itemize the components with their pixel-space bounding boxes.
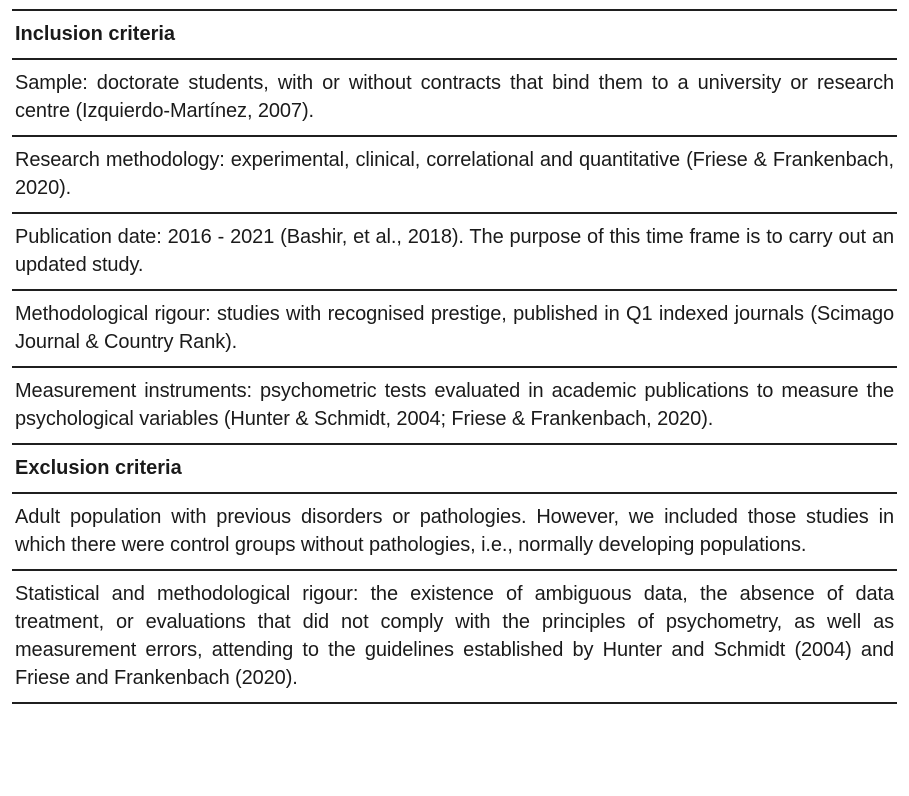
criteria-table — [12, 9, 897, 704]
section-header-inclusion-criteria — [12, 9, 897, 58]
row-text: Methodological rigour: studies with recognised prestige, published in Q1 indexed journals (Scimago Journal & Country Rank). — [15, 303, 894, 353]
section-header-label: Exclusion criteria — [15, 457, 182, 479]
table-row-research-methodology — [12, 135, 897, 212]
row-text: Measurement instruments: psychometric tests evaluated in academic publications to measure the psychological variables (Hunter & Schmidt, 2004; Friese & Frankenbach, 2020). — [15, 380, 894, 430]
table-row-adult-population — [12, 492, 897, 569]
section-header-label: Inclusion criteria — [15, 23, 176, 45]
section-header-exclusion-criteria — [12, 443, 897, 492]
table-row-methodological-rigour — [12, 289, 897, 366]
table-row-sample — [12, 58, 897, 135]
table-row-measurement-instruments — [12, 366, 897, 443]
row-text: Publication date: 2016 - 2021 (Bashir, et al., 2018). The purpose of this time frame is to carry out an updated study. — [15, 226, 894, 276]
row-text: Statistical and methodological rigour: the existence of ambiguous data, the absence of data treatment, or evaluations that did not comply with the principles of psychometry, as well as measurement errors, attending to the guidelines established by Hunter and Schmidt (2004) and Friese and Frankenbach (2020). — [15, 583, 894, 689]
row-text: Adult population with previous disorders or pathologies. However, we included those studies in which there were control groups without pathologies, i.e., normally developing populations. — [15, 506, 894, 556]
row-text: Research methodology: experimental, clinical, correlational and quantitative (Friese & Frankenbach, 2020). — [15, 149, 894, 199]
row-text: Sample: doctorate students, with or without contracts that bind them to a university or research centre (Izquierdo-Martínez, 2007). — [15, 72, 894, 122]
table-row-statistical-rigour — [12, 569, 897, 702]
table-row-publication-date — [12, 212, 897, 289]
